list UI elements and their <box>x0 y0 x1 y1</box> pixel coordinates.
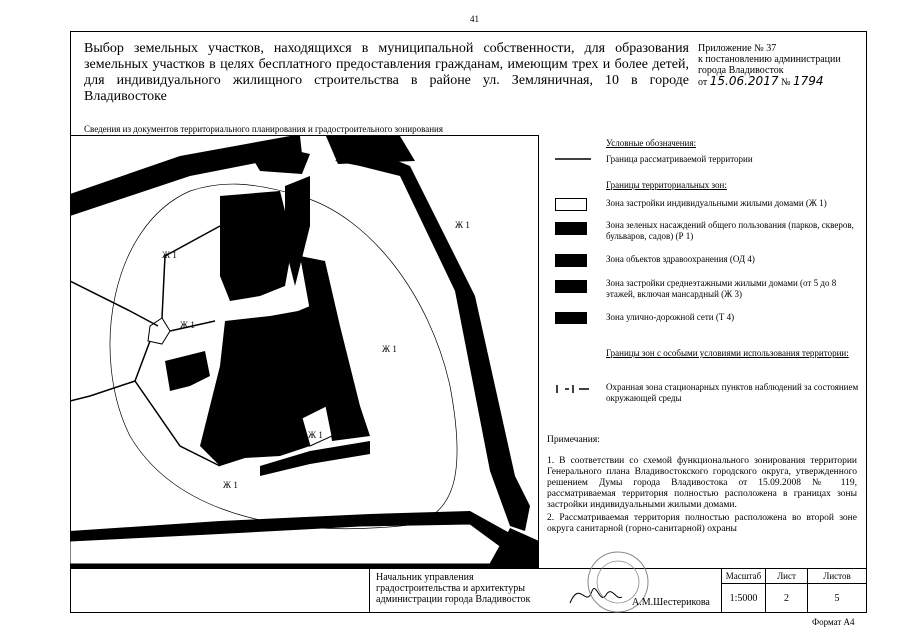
boundary-line-icon <box>555 158 591 161</box>
green-swatch-icon <box>555 222 587 235</box>
map-caption: Сведения из документов территориального планирования и градостроительного зонирования <box>84 124 443 134</box>
official-line: администрации города Владивосток <box>376 594 531 605</box>
zone-label: Ж 1 <box>455 220 470 230</box>
appendix-number: 1794 <box>793 74 824 88</box>
sheets-label: Листов <box>823 571 851 581</box>
legend-boundary: Граница рассматриваемой территории <box>606 154 753 164</box>
sheets-cell <box>807 569 866 612</box>
stamp-divider <box>721 583 866 584</box>
zoning-map <box>70 135 539 568</box>
scale-value: 1:5000 <box>729 593 758 604</box>
note-item: 1. В соответствии со схемой функционального зонирования территории Генерального плана Владивостокского городского округа, утвержденного решением Думы города Владивостока от 15.09.2008 № 119, рассматриваемая территория полностью расположена в границах зоны застройки индивидуальными жилыми домами. <box>547 456 857 510</box>
zone-label: Ж 1 <box>180 320 195 330</box>
sheet-label: Лист <box>777 571 796 581</box>
legend-zone: Зона объектов здравоохранения (ОД 4) <box>606 254 755 264</box>
appendix-line1: Приложение № 37 <box>698 43 777 54</box>
appendix-line4 <box>698 76 863 88</box>
scale-label: Масштаб <box>725 571 762 581</box>
zone-label: Ж 1 <box>223 480 238 490</box>
protection-zone-line-icon <box>555 384 591 394</box>
title-block <box>369 568 867 613</box>
appendix-line2: к постановлению администрации <box>698 54 841 65</box>
signer-name: А.М.Шестерикова <box>632 597 710 608</box>
official-block <box>376 572 566 605</box>
page-number: 41 <box>470 14 479 24</box>
zone-boundary-line <box>70 281 158 326</box>
appendix-from: от <box>698 77 708 88</box>
sheet-value: 2 <box>784 593 789 604</box>
zone-label: Ж 1 <box>308 430 323 440</box>
legend-zone: Зона застройки среднеэтажными жилыми домами (от 5 до 8 этажей, включая мансардный (Ж 3) <box>606 278 837 299</box>
legend-zones-heading: Границы территориальных зон: <box>606 180 727 190</box>
legend-zone: Зона зеленых насаждений общего пользования (парков, скверов, бульваров, садов) (Р 1) <box>606 220 854 241</box>
midrise-swatch-icon <box>555 280 587 293</box>
appendix-block <box>698 43 863 88</box>
legend-special-heading: Границы зон с особыми условиями использования территории: <box>606 348 849 358</box>
notes-heading: Примечания: <box>547 435 600 445</box>
notes <box>547 435 857 537</box>
sheets-value: 5 <box>834 593 840 604</box>
document-title: Выбор земельных участков, находящихся в муниципальной собственности, для образования земельных участков в целях бесплатного предоставления гражданам, имеющим трех и более детей, для индивидуального жилищного строительства в районе ул. Земляничная, 10 в городе Владивостоке <box>84 41 689 104</box>
appendix-number-sign: № <box>780 77 791 88</box>
health-swatch-icon <box>555 254 587 267</box>
sheet-cell <box>765 569 807 612</box>
road-swatch-icon <box>555 312 587 324</box>
scale-cell <box>721 569 765 612</box>
legend-zone: Зона улично-дорожной сети (Т 4) <box>606 312 735 322</box>
official-line: Начальник управления <box>376 572 474 583</box>
page-format: Формат А4 <box>812 617 855 627</box>
map-drawing <box>70 136 539 569</box>
zone-boundary-line <box>162 226 220 318</box>
zone-label: Ж 1 <box>162 250 177 260</box>
legend-special: Охранная зона стационарных пунктов наблюдений за состоянием окружающей среды <box>606 382 859 403</box>
note-item: 2. Рассматриваемая территория полностью расположена во второй зоне округа санитарной (горно-санитарной) охраны <box>547 513 857 534</box>
mid-rise-zone <box>165 351 210 391</box>
zone-label: Ж 1 <box>382 344 397 354</box>
legend-zone: Зона застройки индивидуальными жилыми домами (Ж 1) <box>606 198 827 208</box>
road-zone <box>335 146 530 531</box>
health-zone <box>220 191 295 301</box>
appendix-date: 15.06.2017 <box>709 74 779 88</box>
residential-swatch-icon <box>555 198 587 211</box>
zone-label: Ж 1 <box>155 164 170 174</box>
legend-heading: Условные обозначения: <box>606 138 697 148</box>
official-line: градостроительства и архитектуры <box>376 583 525 594</box>
appendix-line3: города Владивосток <box>698 65 784 76</box>
